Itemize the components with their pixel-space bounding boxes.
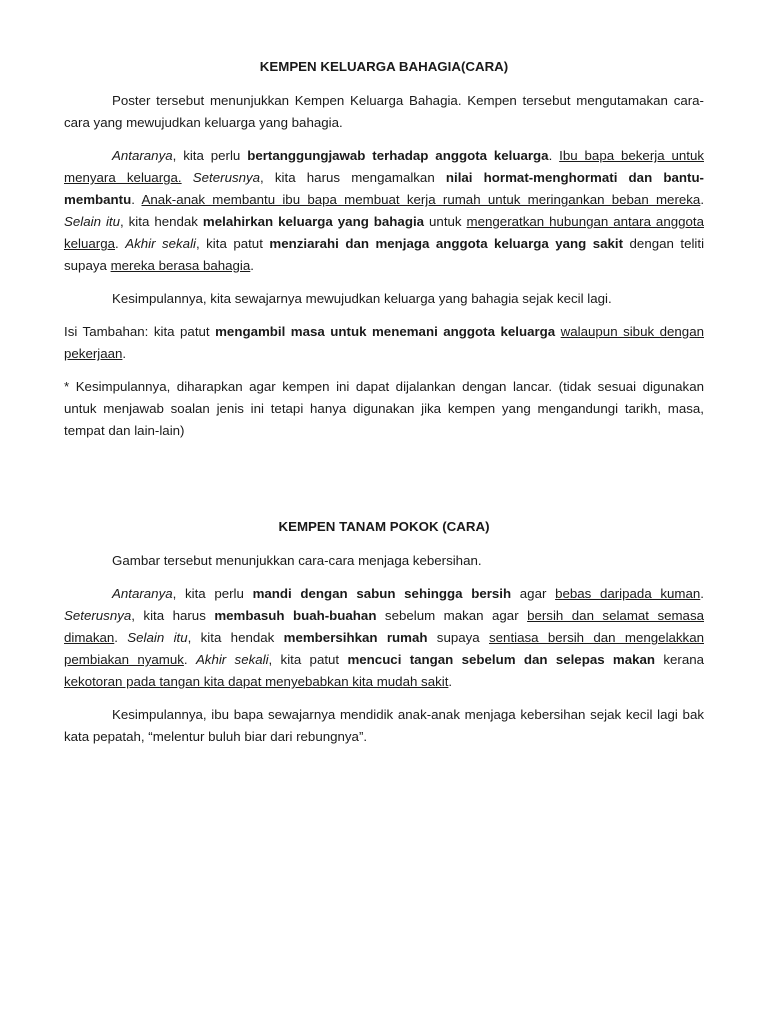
text-run: walaupun sibuk dengan pekerjaan [64,324,704,361]
text-run: dengan teliti supaya [64,236,705,273]
text-run: supaya [427,630,489,645]
text-run: . [114,630,128,645]
text-run: , kita perlu [172,148,248,163]
text-run: Selain itu [127,630,188,645]
text-run: , kita hendak [187,630,284,645]
text-run: , kita perlu [172,586,253,601]
text-run: , kita harus mengamalkan [260,170,446,185]
text-run: kerana [655,652,705,667]
section-spacer [64,453,704,516]
text-run: untuk [424,214,467,229]
text-run: Selain itu [64,214,120,229]
section2-title: KEMPEN TANAM POKOK (CARA) [278,519,490,534]
section2-body [64,583,704,693]
text-run: mengambil masa untuk menemani anggota keluarga [215,324,556,339]
text-run: kekotoran pada tangan kita dapat menyebabkan kita mudah sakit [64,674,449,689]
text-run: . [548,148,560,163]
text-run: . [250,258,254,273]
text-run: Antaranya [112,586,173,601]
text-run: sentiasa bersih dan mengelakkan pembiakan nyamuk [64,630,704,667]
text-run: mereka berasa bahagia [110,258,251,273]
text-run: Anak-anak membantu ibu bapa membuat kerja rumah untuk meringankan beban mereka [141,192,701,207]
text-run: membasuh buah-buahan [214,608,377,623]
text-run: . [448,674,453,689]
section1-intro: Poster tersebut menunjukkan Kempen Keluarga Bahagia. Kempen tersebut mengutamakan cara-cara yang mewujudkan keluarga yang bahagia. [64,93,704,130]
section2-conclusion: Kesimpulannya, ibu bapa sewajarnya mendidik anak-anak menjaga kebersihan sejak kecil lagi bak kata pepatah, “melentur buluh biar dari rebungnya”. [64,707,704,744]
section2-intro: Gambar tersebut menunjukkan cara-cara menjaga kebersihan. [112,553,482,568]
text-run: , kita patut [195,236,270,251]
section1-body [64,145,704,277]
text-run: Seterusnya [64,608,132,623]
text-run: . [122,346,127,361]
text-run: mengeratkan hubungan antara anggota keluarga [64,214,704,251]
section1-note: * Kesimpulannya, diharapkan agar kempen ini dapat dijalankan dengan lancar. (tidak sesuai digunakan untuk menjawab soalan jenis ini tetapi hanya digunakan jika kempen yang mengandungi tarikh, masa, tempat dan lain-lain) [64,379,704,438]
text-run: . [131,192,142,207]
text-run: melahirkan keluarga yang bahagia [202,214,425,229]
text-run: nilai hormat-menghormati dan bantu-membantu [64,170,704,207]
text-run: bertanggungjawab terhadap anggota keluarga [247,148,549,163]
text-run: Akhir sekali [195,652,269,667]
text-run: Antaranya [112,148,173,163]
text-run: , kita harus [131,608,215,623]
section1-extra [64,321,704,365]
text-run: menziarahi dan menjaga anggota keluarga yang sakit [269,236,624,251]
text-run: Ibu bapa bekerja untuk menyara keluarga. [64,148,704,185]
text-run: mencuci tangan sebelum dan selepas makan [347,652,656,667]
text-run: . [115,236,126,251]
text-run: bebas daripada kuman [555,586,701,601]
text-run: , kita patut [268,652,348,667]
text-run [182,170,193,185]
text-run: agar [511,586,556,601]
text-run: . [700,192,705,207]
text-run: Akhir sekali [125,236,196,251]
text-run: bersih dan selamat semasa dimakan [64,608,705,645]
section1-conclusion: Kesimpulannya, kita sewajarnya mewujudkan keluarga yang bahagia sejak kecil lagi. [112,291,612,306]
document-page [64,56,704,759]
text-run: . [183,652,196,667]
text-run: membersihkan rumah [283,630,428,645]
text-run: Isi Tambahan: kita patut [64,324,216,339]
text-run: , kita hendak [119,214,203,229]
text-run: mandi dengan sabun sehingga bersih [252,586,512,601]
section1-title: KEMPEN KELUARGA BAHAGIA(CARA) [259,59,509,74]
text-run: sebelum makan agar [376,608,528,623]
text-run: . [700,586,704,601]
text-run: Seterusnya [192,170,261,185]
